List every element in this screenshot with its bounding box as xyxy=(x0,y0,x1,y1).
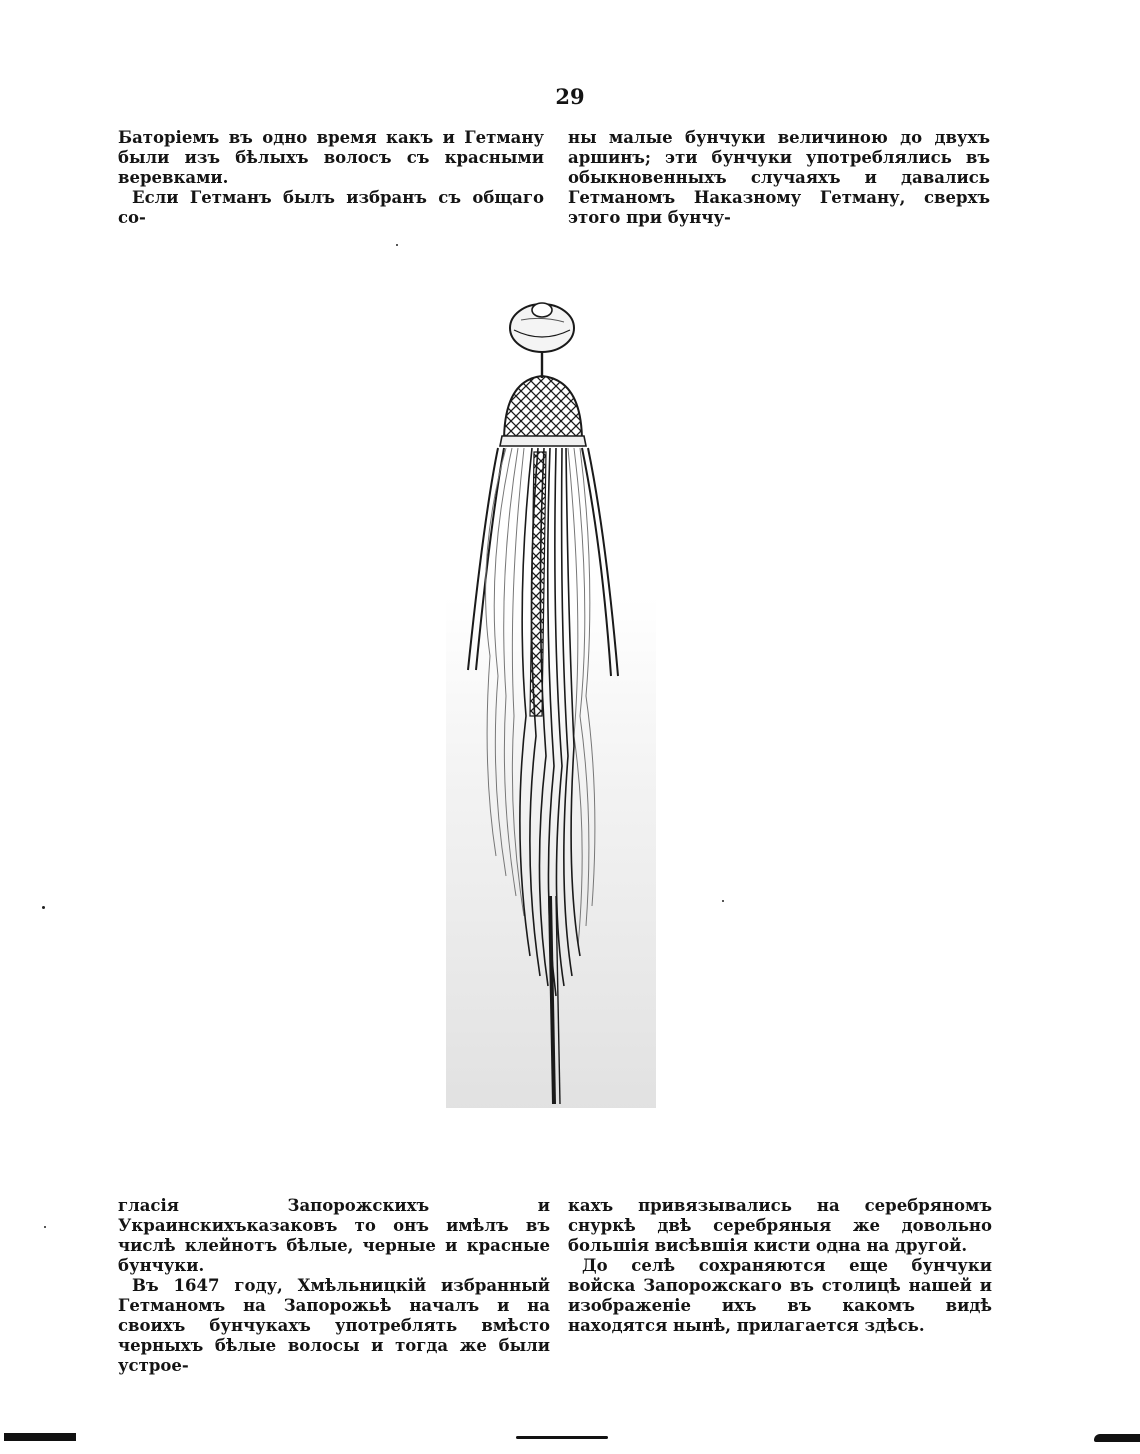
paragraph: Баторіемъ въ одно время какъ и Гетману были изъ бѣлыхъ волосъ съ красными веревками. xyxy=(118,128,544,187)
scan-speck xyxy=(44,1226,46,1228)
text-column-bottom-left xyxy=(118,1196,550,1376)
paragraph: Въ 1647 году, Хмѣльницкій избранный Гетманомъ на Запорожьѣ началъ и на своихъ бунчукахъ употреблять вмѣсто черныхъ бѣлые волосы и тогда же были устрое- xyxy=(118,1276,550,1375)
paragraph: Если Гетманъ былъ избранъ съ общаго со- xyxy=(118,188,544,227)
paragraph: гласія Запорожскихъ и Украинскихъказаковъ то онъ имѣлъ въ числѣ клейнотъ бѣлые, черные и красные бунчуки. xyxy=(118,1196,550,1275)
paragraph: кахъ привязывались на серебряномъ снуркѣ двѣ серебряныя же довольно большія висѣвшія кисти одна на другой. xyxy=(568,1196,992,1255)
scan-stroke-center xyxy=(516,1436,608,1439)
woven-cap xyxy=(500,376,586,446)
scan-speck xyxy=(722,900,724,902)
paragraph: До селѣ сохраняются еще бунчуки войска Запорожскаго въ столицѣ нашей и изображеніе ихъ въ какомъ видѣ находятся нынѣ, прилагается здѣсь. xyxy=(568,1256,992,1335)
knob xyxy=(510,303,574,378)
page-number: 29 xyxy=(555,84,585,109)
bunchuk-illustration xyxy=(446,296,656,1108)
text-column-top-left xyxy=(118,128,544,228)
text-column-top-right xyxy=(568,128,990,228)
paragraph: ны малые бунчуки величиною до двухъ аршинъ; эти бунчуки употреблялись въ обыкновенныхъ случаяхъ и давались Гетманомъ Наказному Гетману, сверхъ этого при бунчу- xyxy=(568,128,990,227)
scan-mark-right xyxy=(1094,1434,1140,1442)
scan-speck xyxy=(42,906,45,909)
scan-bar-left xyxy=(4,1433,76,1441)
scan-speck xyxy=(396,244,398,246)
text-column-bottom-right xyxy=(568,1196,992,1336)
